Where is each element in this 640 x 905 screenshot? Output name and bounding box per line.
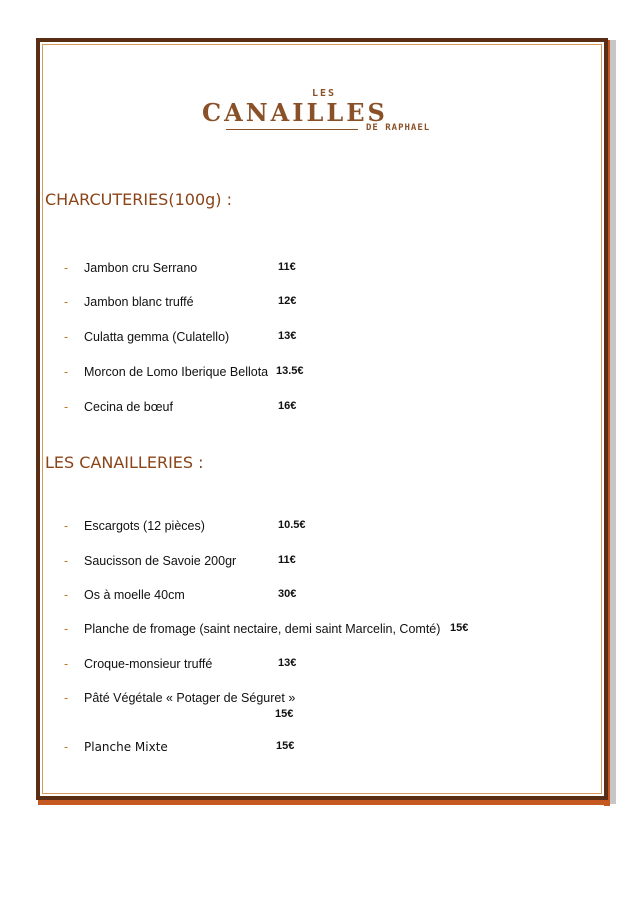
item-dash: - bbox=[64, 295, 69, 309]
item-name: Pâté Végétale « Potager de Séguret » bbox=[84, 691, 296, 705]
item-dash: - bbox=[64, 519, 69, 533]
item-price: 15€ bbox=[276, 740, 295, 752]
item-name: Planche de fromage (saint nectaire, demi saint Marcelin, Comté) bbox=[84, 622, 441, 636]
item-dash: - bbox=[64, 740, 69, 754]
item-price: 13€ bbox=[278, 657, 297, 669]
logo-underline bbox=[226, 129, 358, 130]
item-dash: - bbox=[64, 365, 69, 379]
item-price: 11€ bbox=[278, 261, 296, 273]
frame-accent-bottom bbox=[38, 800, 610, 805]
item-name: Culatta gemma (Culatello) bbox=[84, 330, 230, 344]
menu-item bbox=[0, 657, 640, 677]
item-dash: - bbox=[64, 622, 69, 636]
item-price: 30€ bbox=[278, 588, 297, 600]
menu-item bbox=[0, 330, 640, 350]
restaurant-logo bbox=[200, 88, 450, 140]
menu-item bbox=[0, 740, 640, 760]
menu-item bbox=[0, 691, 640, 727]
item-name: Jambon blanc truffé bbox=[84, 295, 194, 309]
item-name: Planche Mixte bbox=[84, 740, 168, 754]
item-price: 13.5€ bbox=[276, 365, 304, 377]
item-price: 15€ bbox=[450, 622, 469, 634]
item-dash: - bbox=[64, 691, 69, 705]
section-title-charcuteries: CHARCUTERIES(100g) : bbox=[45, 190, 232, 209]
item-dash: - bbox=[64, 261, 69, 275]
item-price: 11€ bbox=[278, 554, 296, 566]
logo-top-text: LES bbox=[312, 88, 337, 99]
item-name: Croque-monsieur truffé bbox=[84, 657, 213, 671]
menu-item bbox=[0, 295, 640, 315]
menu-item bbox=[0, 261, 640, 281]
item-name: Saucisson de Savoie 200gr bbox=[84, 554, 237, 568]
section-title-canailleries: LES CANAILLERIES : bbox=[45, 453, 204, 472]
item-dash: - bbox=[64, 554, 69, 568]
menu-item bbox=[0, 519, 640, 539]
item-price: 13€ bbox=[278, 330, 297, 342]
item-price: 16€ bbox=[278, 400, 297, 412]
item-price: 15€ bbox=[275, 708, 294, 720]
item-dash: - bbox=[64, 657, 69, 671]
item-name: Jambon cru Serrano bbox=[84, 261, 198, 275]
menu-item bbox=[0, 554, 640, 574]
menu-item bbox=[0, 365, 640, 385]
item-dash: - bbox=[64, 400, 69, 414]
menu-item bbox=[0, 400, 640, 420]
item-name: Morcon de Lomo Iberique Bellota bbox=[84, 365, 269, 379]
item-price: 12€ bbox=[278, 295, 297, 307]
logo-main-text: CANAILLES bbox=[202, 98, 388, 127]
item-name: Cecina de bœuf bbox=[84, 400, 173, 414]
menu-item bbox=[0, 622, 640, 642]
item-price: 10.5€ bbox=[278, 519, 306, 531]
item-name: Escargots (12 pièces) bbox=[84, 519, 205, 533]
menu-item bbox=[0, 588, 640, 608]
item-dash: - bbox=[64, 330, 69, 344]
logo-sub-text: DE RAPHAEL bbox=[366, 123, 431, 133]
item-dash: - bbox=[64, 588, 69, 602]
item-name: Os à moelle 40cm bbox=[84, 588, 185, 602]
